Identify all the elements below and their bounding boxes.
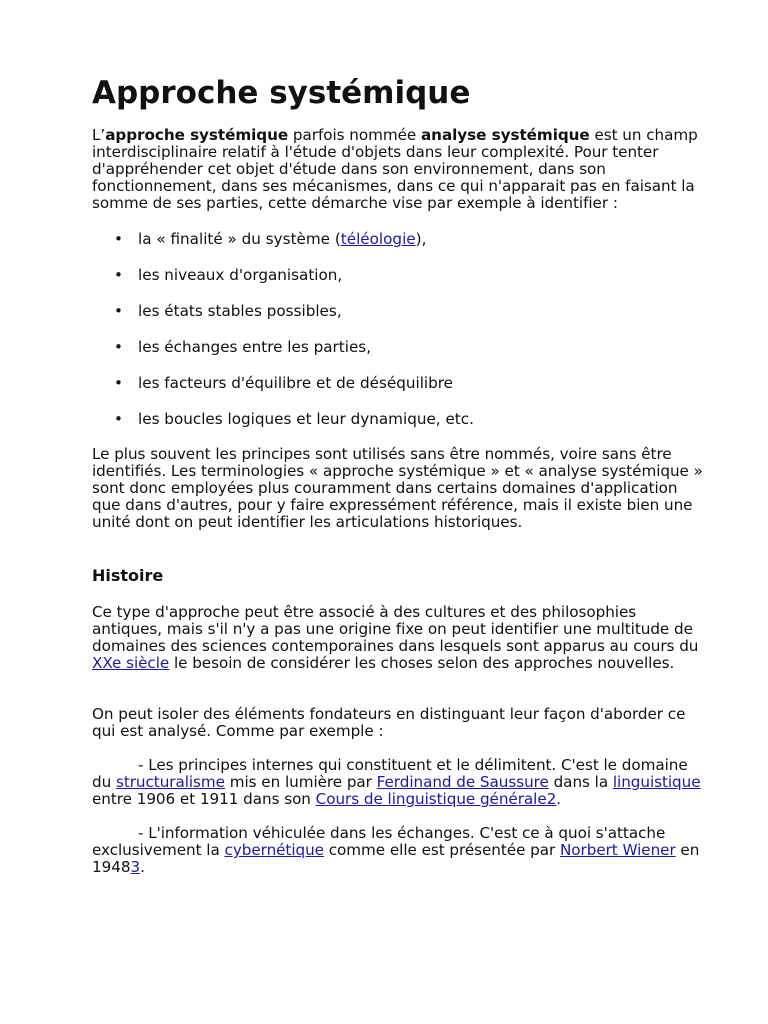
link-cybernetique[interactable]: cybernétique: [224, 841, 324, 859]
structuralisme-text-1: - Les principes internes qui constituent et le délimitent. C'est le domaine du: [92, 756, 688, 791]
paragraph-elements-fondateurs: On peut isoler des éléments fondateurs en distinguant leur façon d'aborder ce qui est analysé. Comme par exemple :: [92, 705, 686, 740]
paragraph-structuralisme: [92, 757, 704, 808]
intro-text-1: L’: [92, 126, 106, 144]
list-item-text: la « finalité » du système (: [138, 230, 341, 248]
list-item: [114, 303, 342, 320]
bullet-glyph: •: [114, 230, 123, 248]
link-structuralisme[interactable]: structuralisme: [115, 773, 225, 791]
cybernetique-text-1: - L'information véhiculée dans les échanges. C'est ce à quoi s'attache exclusivement la: [92, 824, 666, 859]
intro-paragraph: [92, 127, 704, 212]
link-teleologie[interactable]: téléologie: [340, 230, 416, 248]
link-cours-de-linguistique-generale[interactable]: Cours de linguistique générale2: [315, 790, 557, 808]
paragraph-cybernetique: [92, 825, 704, 876]
link-linguistique[interactable]: linguistique: [612, 773, 701, 791]
intro-text-2: parfois nommée: [288, 126, 421, 144]
bullet-glyph: •: [114, 302, 123, 320]
structuralisme-text-2: mis en lumière par: [224, 773, 377, 791]
paragraph-terminology: Le plus souvent les principes sont utilisés sans être nommés, voire sans être identifiés. Les terminologies « approche systémique » et « analyse systémique » sont donc employées plus couramment dans certains domaines d'application que dans d'autres, pour y faire expressément référence, mais il existe bien une unité dont on peut identifier les articulations historiques.: [92, 445, 703, 531]
list-item-text: les boucles logiques et leur dynamique, etc.: [138, 410, 474, 428]
cybernetique-text-3: en 1948: [92, 841, 700, 876]
list-item-text-after: ),: [415, 230, 427, 248]
histoire-text-1: Ce type d'approche peut être associé à des cultures et des philosophies antiques, mais s'il n'y a pas une origine fixe on peut identifier une multitude de domaines des sciences contemporaines dans lesquels sont apparus au cours du: [92, 603, 699, 655]
structuralisme-text-4: entre 1906 et 1911 dans son: [92, 790, 316, 808]
link-footnote-3[interactable]: 3: [130, 858, 141, 876]
bullet-glyph: •: [114, 338, 123, 356]
link-norbert-wiener[interactable]: Norbert Wiener: [559, 841, 676, 859]
cybernetique-text-4: .: [140, 858, 145, 876]
intro-text-3: est un champ interdisciplinaire relatif à l'étude d'objets dans leur complexité. Pour tenter d'appréhender cet objet d'étude dans son environnement, dans son fonctionnement, dans ses mécanismes, dans ce qui n'apparait pas en faisant la somme de ses parties, cette démarche vise par exemple à identifier :: [92, 126, 698, 212]
structuralisme-text-5: .: [556, 790, 562, 808]
bullet-glyph: •: [114, 266, 123, 284]
page-title: Approche systémique: [92, 75, 471, 111]
link-xxe-siecle[interactable]: XXe siècle: [92, 654, 170, 672]
list-item: [114, 231, 426, 248]
cybernetique-text-2: comme elle est présentée par: [323, 841, 560, 859]
list-item-text: les facteurs d'équilibre et de déséquilibre: [138, 374, 454, 392]
list-item: [114, 375, 453, 392]
paragraph-histoire-intro: [92, 604, 704, 672]
intro-term-1: approche systémique: [105, 126, 289, 144]
list-item-text: les échanges entre les parties,: [138, 338, 372, 356]
list-item: [114, 411, 474, 428]
section-heading-histoire: Histoire: [92, 566, 164, 585]
list-item-text: les niveaux d'organisation,: [138, 266, 343, 284]
intro-term-2: analyse systémique: [420, 126, 590, 144]
structuralisme-text-3: dans la: [548, 773, 613, 791]
list-item: [114, 339, 371, 356]
link-ferdinand-de-saussure[interactable]: Ferdinand de Saussure: [376, 773, 549, 791]
list-item-text: les états stables possibles,: [138, 302, 342, 320]
bullet-glyph: •: [114, 410, 123, 428]
bullet-glyph: •: [114, 374, 123, 392]
list-item: [114, 267, 342, 284]
histoire-text-2: le besoin de considérer les choses selon des approches nouvelles.: [169, 654, 675, 672]
